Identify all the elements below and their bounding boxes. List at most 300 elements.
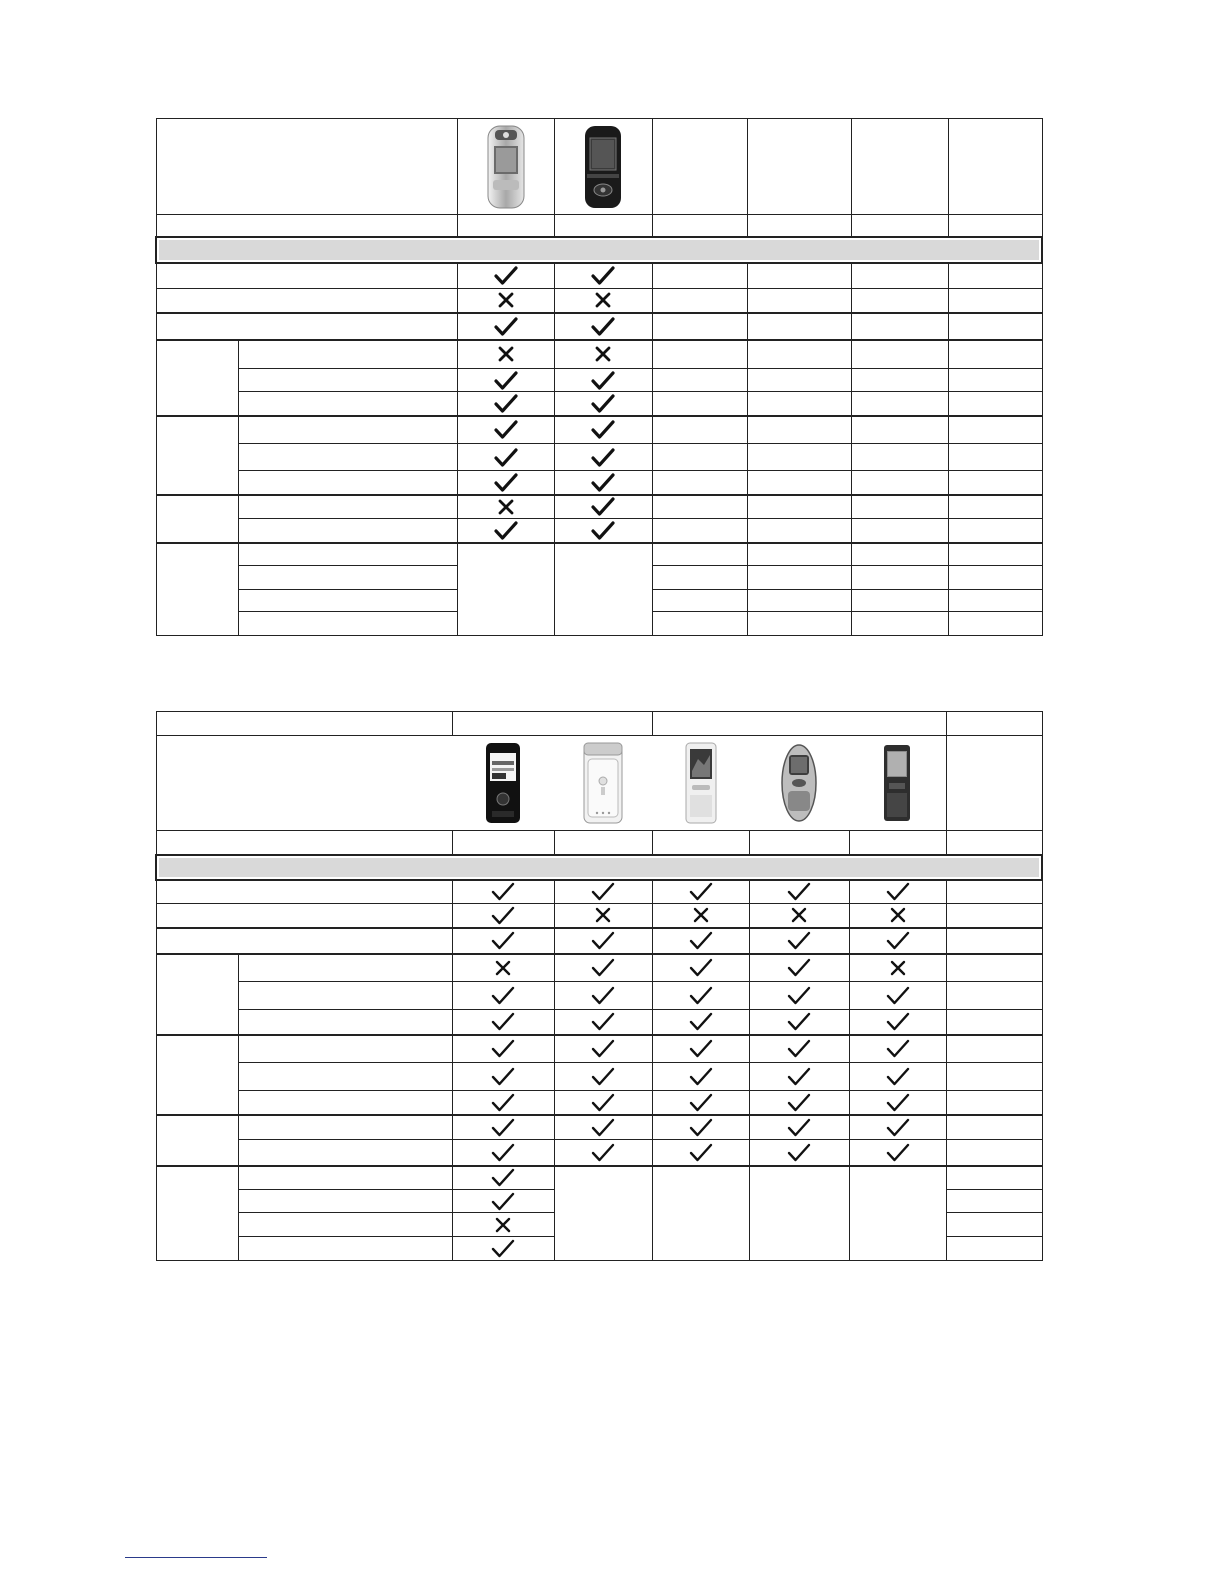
table-cell — [652, 519, 747, 543]
table-cell — [238, 1166, 452, 1190]
table-cell — [238, 1035, 452, 1063]
check-icon — [494, 521, 518, 540]
table-cell — [554, 831, 652, 855]
table-cell — [851, 215, 948, 237]
mark-cell — [554, 982, 652, 1010]
table-cell — [851, 119, 948, 215]
check-icon — [491, 1143, 515, 1162]
mark-cell — [457, 392, 554, 416]
table-cell — [156, 831, 452, 855]
table-cell — [238, 392, 457, 416]
feature-row — [156, 928, 1042, 954]
mark-cell — [457, 340, 554, 369]
table-cell — [747, 444, 851, 471]
mark-cell — [554, 340, 652, 369]
table-cell — [948, 215, 1042, 237]
table-cell — [851, 612, 948, 636]
mark-cell — [457, 519, 554, 543]
mark-cell — [452, 1091, 554, 1115]
feature-row — [156, 543, 1042, 566]
table-cell — [749, 831, 849, 855]
mark-cell — [452, 1035, 554, 1063]
feature-row — [156, 313, 1042, 340]
table-cell — [946, 928, 1042, 954]
mark-cell — [554, 1091, 652, 1115]
mark-cell — [554, 313, 652, 340]
table-cell — [238, 590, 457, 612]
table-cell — [851, 543, 948, 566]
mark-cell — [749, 954, 849, 982]
table-cell — [156, 215, 457, 237]
table-cell — [156, 313, 457, 340]
check-icon — [591, 521, 615, 540]
table-cell — [747, 369, 851, 392]
table-cell — [156, 712, 452, 736]
candybar-phone-black-icon — [480, 741, 526, 825]
table-cell — [747, 119, 851, 215]
table-cell — [238, 471, 457, 495]
mark-cell — [554, 1035, 652, 1063]
check-icon — [494, 473, 518, 492]
compatibility-table-1 — [155, 118, 1043, 636]
mark-cell — [554, 954, 652, 982]
mark-cell — [452, 1237, 554, 1261]
check-icon — [494, 266, 518, 285]
check-icon — [494, 448, 518, 467]
table-cell — [652, 831, 749, 855]
table-cell — [851, 471, 948, 495]
mark-cell — [749, 1140, 849, 1166]
group-label-cell — [156, 495, 238, 543]
check-icon — [886, 1118, 910, 1137]
mark-cell — [554, 1063, 652, 1091]
table-cell — [652, 471, 747, 495]
table-cell — [238, 1140, 452, 1166]
table-cell — [747, 495, 851, 519]
feature-row — [156, 289, 1042, 313]
table-cell — [747, 392, 851, 416]
table-cell — [946, 1237, 1042, 1261]
mark-cell — [652, 982, 749, 1010]
mark-cell — [749, 1063, 849, 1091]
table-cell — [946, 736, 1042, 831]
mark-cell — [849, 880, 946, 904]
table-cell — [238, 566, 457, 590]
table-cell — [156, 928, 452, 954]
mark-cell — [452, 1140, 554, 1166]
table-cell — [554, 543, 652, 636]
table-cell — [948, 392, 1042, 416]
check-icon — [494, 394, 518, 413]
mark-cell — [554, 416, 652, 444]
table-cell — [554, 215, 652, 237]
table-cell — [238, 982, 452, 1010]
feature-row — [156, 340, 1042, 369]
table-cell — [747, 590, 851, 612]
table-cell — [238, 519, 457, 543]
mark-cell — [749, 1091, 849, 1115]
table-cell — [652, 289, 747, 313]
table-cell — [238, 444, 457, 471]
table-cell — [946, 982, 1042, 1010]
mark-cell — [452, 982, 554, 1010]
mark-cell — [452, 928, 554, 954]
check-icon — [591, 882, 615, 901]
check-icon — [491, 1239, 515, 1258]
phone-image-cell — [554, 736, 652, 831]
table-cell — [452, 831, 554, 855]
check-icon — [886, 1012, 910, 1031]
group-label-cell — [156, 416, 238, 495]
check-icon — [689, 931, 713, 950]
cross-icon — [890, 907, 906, 923]
table-cell — [747, 215, 851, 237]
check-icon — [689, 882, 713, 901]
table-cell — [747, 416, 851, 444]
feature-row — [156, 1140, 1042, 1166]
check-icon — [591, 394, 615, 413]
feature-row — [156, 369, 1042, 392]
table-cell — [946, 1190, 1042, 1213]
mark-cell — [554, 1115, 652, 1140]
table-cell — [156, 289, 457, 313]
table-cell — [652, 1166, 749, 1261]
mark-cell — [652, 880, 749, 904]
group-label-cell — [156, 1115, 238, 1166]
flip-phone-white-icon — [580, 741, 626, 825]
table-cell — [156, 880, 452, 904]
check-icon — [494, 371, 518, 390]
feature-row — [156, 392, 1042, 416]
check-icon — [591, 266, 615, 285]
table-cell — [849, 831, 946, 855]
table-cell — [238, 1115, 452, 1140]
feature-row — [156, 416, 1042, 444]
phone-image-row — [156, 736, 1042, 831]
table-cell — [851, 289, 948, 313]
table-cell — [948, 495, 1042, 519]
check-icon — [689, 1118, 713, 1137]
check-icon — [787, 882, 811, 901]
model-row — [156, 215, 1042, 237]
mark-cell — [849, 1063, 946, 1091]
table-cell — [948, 519, 1042, 543]
group-label-cell — [156, 954, 238, 1035]
rounded-phone-silver-icon — [776, 741, 822, 825]
table-cell — [652, 566, 747, 590]
table-cell — [747, 263, 851, 289]
cross-icon — [495, 960, 511, 976]
mark-cell — [849, 1115, 946, 1140]
check-icon — [591, 1118, 615, 1137]
section-header-row — [156, 237, 1042, 263]
mark-cell — [849, 928, 946, 954]
slider-phone-black-icon — [581, 124, 625, 210]
mark-cell — [554, 444, 652, 471]
table-cell — [652, 590, 747, 612]
header-label-cell — [156, 119, 457, 215]
table-cell — [851, 590, 948, 612]
table-cell — [238, 1237, 452, 1261]
table-cell — [946, 1063, 1042, 1091]
check-icon — [886, 1093, 910, 1112]
feature-row — [156, 1166, 1042, 1190]
table-cell — [238, 416, 457, 444]
check-icon — [491, 882, 515, 901]
table-cell — [652, 712, 946, 736]
table-cell — [948, 369, 1042, 392]
table-cell — [156, 237, 1042, 263]
check-icon — [591, 420, 615, 439]
check-icon — [787, 1067, 811, 1086]
table-cell — [747, 519, 851, 543]
phone-image-cell — [749, 736, 849, 831]
compatibility-table-2 — [155, 711, 1043, 1261]
feature-row — [156, 904, 1042, 928]
check-icon — [591, 1093, 615, 1112]
table-cell — [238, 369, 457, 392]
check-icon — [886, 1039, 910, 1058]
table-cell — [851, 416, 948, 444]
table-cell — [747, 543, 851, 566]
check-icon — [591, 497, 615, 516]
table-cell — [946, 712, 1042, 736]
cross-icon — [498, 499, 514, 515]
cross-icon — [498, 346, 514, 362]
mark-cell — [652, 954, 749, 982]
table-cell — [946, 1115, 1042, 1140]
cross-icon — [595, 292, 611, 308]
table-cell — [948, 590, 1042, 612]
mark-cell — [849, 982, 946, 1010]
mark-cell — [749, 1035, 849, 1063]
mark-cell — [554, 880, 652, 904]
mark-cell — [749, 1010, 849, 1035]
feature-row — [156, 1010, 1042, 1035]
table-cell — [851, 313, 948, 340]
phone-image-cell — [652, 736, 749, 831]
table-cell — [156, 855, 1042, 880]
mark-cell — [457, 416, 554, 444]
group-label-cell — [156, 340, 238, 416]
mark-cell — [452, 880, 554, 904]
mark-cell — [749, 1115, 849, 1140]
table-cell — [652, 119, 747, 215]
feature-row — [156, 1091, 1042, 1115]
check-icon — [591, 931, 615, 950]
table-cell — [156, 904, 452, 928]
mark-cell — [457, 495, 554, 519]
mark-cell — [849, 1010, 946, 1035]
mark-cell — [554, 471, 652, 495]
group-label-cell — [156, 1035, 238, 1115]
clamshell-phone-silver-icon — [484, 124, 528, 210]
check-icon — [787, 1143, 811, 1162]
check-icon — [689, 1143, 713, 1162]
check-icon — [591, 1067, 615, 1086]
check-icon — [591, 1143, 615, 1162]
mark-cell — [849, 904, 946, 928]
table-cell — [948, 289, 1042, 313]
table-cell — [747, 340, 851, 369]
table-cell — [747, 612, 851, 636]
table-cell — [946, 954, 1042, 982]
feature-row — [156, 1115, 1042, 1140]
phone-image-row — [156, 119, 1042, 215]
cross-icon — [890, 960, 906, 976]
brand-row — [156, 712, 1042, 736]
check-icon — [491, 1192, 515, 1211]
cross-icon — [693, 907, 709, 923]
mark-cell — [457, 369, 554, 392]
model-row — [156, 831, 1042, 855]
check-icon — [491, 1039, 515, 1058]
mark-cell — [457, 289, 554, 313]
check-icon — [886, 1143, 910, 1162]
footnote-rule — [125, 1557, 267, 1558]
table-cell — [851, 495, 948, 519]
feature-row — [156, 982, 1042, 1010]
mark-cell — [457, 263, 554, 289]
table-cell — [948, 566, 1042, 590]
check-icon — [886, 931, 910, 950]
table-cell — [238, 1063, 452, 1091]
section-header-row — [156, 855, 1042, 880]
table-cell — [652, 543, 747, 566]
table-cell — [946, 1091, 1042, 1115]
table-cell — [652, 340, 747, 369]
check-icon — [591, 1012, 615, 1031]
check-icon — [787, 931, 811, 950]
table-cell — [238, 1010, 452, 1035]
check-icon — [491, 931, 515, 950]
table-cell — [652, 369, 747, 392]
table-cell — [948, 313, 1042, 340]
table-cell — [156, 736, 452, 831]
table-cell — [238, 1091, 452, 1115]
check-icon — [491, 906, 515, 925]
check-icon — [787, 1039, 811, 1058]
table-cell — [946, 1035, 1042, 1063]
table-cell — [238, 1213, 452, 1237]
mark-cell — [554, 1140, 652, 1166]
feature-row — [156, 519, 1042, 543]
group-label-cell — [156, 1166, 238, 1261]
table-cell — [238, 543, 457, 566]
mark-cell — [554, 928, 652, 954]
feature-row — [156, 471, 1042, 495]
table-cell — [946, 880, 1042, 904]
check-icon — [689, 1012, 713, 1031]
check-icon — [689, 958, 713, 977]
table-cell — [946, 831, 1042, 855]
table-cell — [238, 495, 457, 519]
check-icon — [591, 448, 615, 467]
table-cell — [747, 289, 851, 313]
table-cell — [851, 566, 948, 590]
mark-cell — [554, 1010, 652, 1035]
mark-cell — [652, 1091, 749, 1115]
check-icon — [591, 473, 615, 492]
mark-cell — [554, 904, 652, 928]
mark-cell — [652, 1063, 749, 1091]
feature-row — [156, 495, 1042, 519]
table-cell — [747, 471, 851, 495]
candybar-phone-dark-icon — [874, 741, 920, 825]
cross-icon — [495, 1217, 511, 1233]
table-cell — [851, 369, 948, 392]
table-cell — [849, 1166, 946, 1261]
check-icon — [494, 317, 518, 336]
mark-cell — [652, 1140, 749, 1166]
check-icon — [689, 1067, 713, 1086]
table-cell — [946, 1166, 1042, 1190]
table-cell — [946, 1213, 1042, 1237]
check-icon — [491, 1093, 515, 1112]
check-icon — [491, 1118, 515, 1137]
check-icon — [886, 882, 910, 901]
table-cell — [652, 416, 747, 444]
mark-cell — [652, 1010, 749, 1035]
check-icon — [689, 1093, 713, 1112]
table-cell — [652, 495, 747, 519]
mark-cell — [452, 1010, 554, 1035]
table-cell — [851, 263, 948, 289]
feature-row — [156, 954, 1042, 982]
phone-image-cell — [554, 119, 652, 215]
table-cell — [948, 416, 1042, 444]
mark-cell — [849, 954, 946, 982]
mark-cell — [452, 1063, 554, 1091]
table-cell — [652, 392, 747, 416]
mark-cell — [452, 1190, 554, 1213]
table-cell — [948, 543, 1042, 566]
phone-image-cell — [452, 736, 554, 831]
table-cell — [652, 313, 747, 340]
phone-image-cell — [849, 736, 946, 831]
check-icon — [787, 958, 811, 977]
mark-cell — [452, 1166, 554, 1190]
check-icon — [886, 986, 910, 1005]
mark-cell — [849, 1035, 946, 1063]
mark-cell — [554, 519, 652, 543]
check-icon — [491, 1168, 515, 1187]
table-cell — [238, 340, 457, 369]
mark-cell — [749, 904, 849, 928]
mark-cell — [452, 1213, 554, 1237]
mark-cell — [554, 369, 652, 392]
table-cell — [652, 215, 747, 237]
mark-cell — [652, 928, 749, 954]
check-icon — [591, 371, 615, 390]
table-cell — [652, 612, 747, 636]
table-cell — [554, 1166, 652, 1261]
cross-icon — [595, 346, 611, 362]
mark-cell — [652, 1115, 749, 1140]
cross-icon — [595, 907, 611, 923]
cross-icon — [498, 292, 514, 308]
table-cell — [851, 444, 948, 471]
mark-cell — [849, 1091, 946, 1115]
mark-cell — [652, 904, 749, 928]
table-cell — [747, 566, 851, 590]
feature-row — [156, 1063, 1042, 1091]
table-cell — [851, 340, 948, 369]
table-cell — [946, 1140, 1042, 1166]
feature-row — [156, 263, 1042, 289]
check-icon — [491, 1012, 515, 1031]
mark-cell — [452, 954, 554, 982]
